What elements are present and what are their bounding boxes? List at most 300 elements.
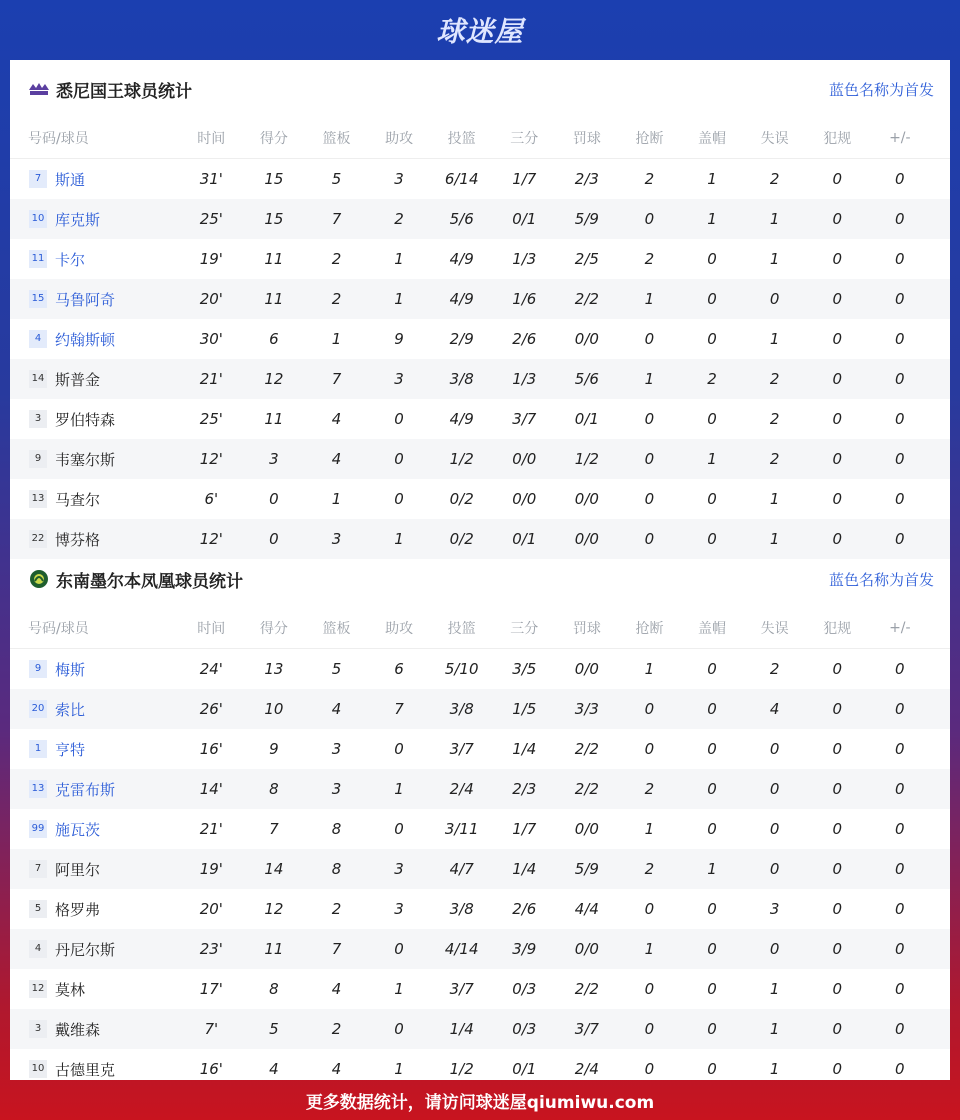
stat-plusminus: 0 <box>895 980 905 998</box>
stat-ft: 2/5 <box>574 250 599 268</box>
stat-fg: 3/8 <box>449 370 474 388</box>
stat-steals: 1 <box>644 940 655 958</box>
stat-assists: 7 <box>394 700 404 718</box>
jersey-number: 3 <box>29 1020 47 1038</box>
stat-ft: 0/0 <box>574 530 599 548</box>
stat-ft: 5/9 <box>574 210 599 228</box>
stat-blocks: 0 <box>707 780 717 798</box>
stat-plusminus: 0 <box>895 450 905 468</box>
stat-plusminus: 0 <box>895 780 905 798</box>
stat-turnovers: 2 <box>769 410 780 428</box>
stat-assists: 1 <box>394 1060 404 1078</box>
jersey-number: 4 <box>29 940 47 958</box>
col-fg: 投篮 <box>447 621 476 637</box>
stat-turnovers: 1 <box>769 250 780 268</box>
stat-steals: 1 <box>644 820 655 838</box>
player-row[interactable] <box>10 399 950 439</box>
stat-rebounds: 7 <box>331 370 342 388</box>
player-row[interactable] <box>10 689 950 729</box>
player-name[interactable]: 卡尔 <box>55 250 86 269</box>
player-cell <box>10 489 180 510</box>
stat-assists: 0 <box>394 820 404 838</box>
player-name[interactable]: 斯普金 <box>55 370 101 389</box>
phoenix-logo-icon <box>28 568 50 590</box>
stat-rebounds: 8 <box>331 860 342 878</box>
jersey-number: 9 <box>29 660 47 678</box>
stat-time: 20' <box>199 290 223 308</box>
stat-steals: 0 <box>644 900 655 918</box>
player-row[interactable] <box>10 199 950 239</box>
stat-blocks: 0 <box>707 1060 717 1078</box>
stat-time: 12' <box>199 450 223 468</box>
player-cell <box>10 739 180 760</box>
stat-points: 10 <box>264 700 284 718</box>
stat-turnovers: 2 <box>769 170 780 188</box>
stat-rebounds: 3 <box>331 530 342 548</box>
stat-plusminus: 0 <box>895 490 905 508</box>
stat-ft: 0/0 <box>574 820 599 838</box>
player-cell <box>10 1019 180 1040</box>
stat-time: 16' <box>199 1060 223 1078</box>
player-name[interactable]: 罗伯特森 <box>55 410 116 429</box>
player-row[interactable] <box>10 969 950 1009</box>
col-points: 得分 <box>259 131 288 147</box>
stat-ft: 1/2 <box>574 450 599 468</box>
stat-blocks: 0 <box>707 700 717 718</box>
player-row[interactable] <box>10 279 950 319</box>
stat-assists: 1 <box>394 780 404 798</box>
col-plusminus: +/- <box>889 130 911 146</box>
player-name[interactable]: 阿里尔 <box>55 860 101 879</box>
stat-time: 31' <box>199 170 223 188</box>
stat-points: 9 <box>269 740 279 758</box>
stat-fg: 5/6 <box>449 210 474 228</box>
stat-assists: 0 <box>394 410 404 428</box>
column-header-row <box>10 608 950 649</box>
stat-plusminus: 0 <box>895 410 905 428</box>
col-ft: 罚球 <box>572 621 601 637</box>
stat-steals: 0 <box>644 330 655 348</box>
stat-fouls: 0 <box>832 370 842 388</box>
stat-three: 2/6 <box>512 330 537 348</box>
col-rebounds: 篮板 <box>322 131 351 147</box>
stat-points: 5 <box>269 1020 279 1038</box>
jersey-number: 7 <box>29 170 47 188</box>
stat-fouls: 0 <box>832 490 842 508</box>
player-name[interactable]: 斯通 <box>55 170 86 189</box>
jersey-number: 9 <box>29 450 47 468</box>
stat-time: 20' <box>199 900 223 918</box>
stat-steals: 1 <box>644 660 655 678</box>
player-row[interactable] <box>10 1009 950 1049</box>
player-name[interactable]: 格罗弗 <box>55 900 101 919</box>
player-row[interactable] <box>10 769 950 809</box>
stat-blocks: 0 <box>707 250 717 268</box>
player-row[interactable] <box>10 889 950 929</box>
stat-plusminus: 0 <box>895 1060 905 1078</box>
stat-blocks: 0 <box>707 290 717 308</box>
jersey-number: 1 <box>29 740 47 758</box>
player-cell <box>10 369 180 390</box>
player-cell <box>10 979 180 1000</box>
brand-logo: 球迷屋 <box>436 15 524 48</box>
stat-steals: 2 <box>644 170 655 188</box>
jersey-number: 10 <box>29 210 47 228</box>
stat-assists: 0 <box>394 490 404 508</box>
col-assists: 助攻 <box>385 621 414 637</box>
stat-steals: 0 <box>644 1060 655 1078</box>
stat-blocks: 1 <box>707 210 717 228</box>
column-header-row <box>10 118 950 159</box>
stat-ft: 0/0 <box>574 660 599 678</box>
stat-fouls: 0 <box>832 740 842 758</box>
stat-fouls: 0 <box>832 1060 842 1078</box>
stat-fg: 4/7 <box>449 860 474 878</box>
stat-three: 0/3 <box>512 980 537 998</box>
stat-assists: 0 <box>394 1020 404 1038</box>
col-player: 号码/球员 <box>28 621 89 637</box>
stat-blocks: 0 <box>707 1020 717 1038</box>
stat-fouls: 0 <box>832 290 842 308</box>
stat-fg: 0/2 <box>449 530 474 548</box>
stat-steals: 0 <box>644 740 655 758</box>
player-cell <box>10 859 180 880</box>
stat-ft: 2/2 <box>574 780 599 798</box>
stat-fg: 4/9 <box>449 250 474 268</box>
stat-three: 1/4 <box>512 740 537 758</box>
stat-turnovers: 1 <box>769 530 780 548</box>
stat-plusminus: 0 <box>895 820 905 838</box>
col-player: 号码/球员 <box>28 131 89 147</box>
stat-ft: 2/2 <box>574 980 599 998</box>
player-cell <box>10 939 180 960</box>
stat-points: 4 <box>269 1060 279 1078</box>
stat-points: 11 <box>264 410 284 428</box>
stat-fg: 3/8 <box>449 900 474 918</box>
stat-three: 3/9 <box>512 940 537 958</box>
kings-logo-icon <box>28 78 50 100</box>
player-cell <box>10 449 180 470</box>
stat-steals: 2 <box>644 860 655 878</box>
col-rebounds: 篮板 <box>322 621 351 637</box>
player-row[interactable] <box>10 319 950 359</box>
stat-points: 3 <box>269 450 279 468</box>
player-name[interactable]: 戴维森 <box>55 1020 101 1039</box>
player-cell <box>10 169 180 190</box>
jersey-number: 7 <box>29 860 47 878</box>
stat-fg: 1/2 <box>449 1060 474 1078</box>
stat-fouls: 0 <box>832 210 842 228</box>
stat-steals: 0 <box>644 210 655 228</box>
stat-time: 26' <box>199 700 223 718</box>
col-turnovers: 失误 <box>760 131 789 147</box>
stat-fouls: 0 <box>832 250 842 268</box>
stat-three: 3/7 <box>512 410 537 428</box>
stat-three: 1/7 <box>512 820 537 838</box>
stat-turnovers: 0 <box>769 290 780 308</box>
player-row[interactable] <box>10 359 950 399</box>
player-cell <box>10 899 180 920</box>
stat-turnovers: 4 <box>769 700 780 718</box>
stat-points: 7 <box>269 820 279 838</box>
stat-rebounds: 3 <box>331 780 342 798</box>
stat-three: 1/6 <box>512 290 537 308</box>
stat-assists: 6 <box>394 660 404 678</box>
stat-turnovers: 0 <box>769 740 780 758</box>
stat-rebounds: 3 <box>331 740 342 758</box>
stat-fg: 5/10 <box>444 660 479 678</box>
stat-assists: 1 <box>394 250 404 268</box>
stat-fg: 3/7 <box>449 980 474 998</box>
player-name[interactable]: 施瓦茨 <box>55 820 101 839</box>
stat-turnovers: 0 <box>769 780 780 798</box>
stat-ft: 3/3 <box>574 700 599 718</box>
stat-fouls: 0 <box>832 700 842 718</box>
col-three: 三分 <box>510 131 539 147</box>
stat-plusminus: 0 <box>895 290 905 308</box>
col-time: 时间 <box>197 131 226 147</box>
player-name[interactable]: 克雷布斯 <box>55 780 116 799</box>
stat-three: 0/1 <box>512 530 537 548</box>
stat-points: 13 <box>264 660 284 678</box>
jersey-number: 10 <box>29 1060 47 1078</box>
stat-rebounds: 1 <box>331 330 342 348</box>
player-name[interactable]: 马查尔 <box>55 490 101 509</box>
stat-three: 0/0 <box>512 450 537 468</box>
player-cell <box>10 699 180 720</box>
stat-blocks: 1 <box>707 860 717 878</box>
stat-points: 12 <box>264 900 284 918</box>
jersey-number: 5 <box>29 900 47 918</box>
stat-ft: 4/4 <box>574 900 599 918</box>
stat-time: 14' <box>199 780 223 798</box>
player-row[interactable] <box>10 929 950 969</box>
jersey-number: 3 <box>29 410 47 428</box>
stat-rebounds: 4 <box>331 1060 342 1078</box>
stat-steals: 2 <box>644 780 655 798</box>
stat-fouls: 0 <box>832 940 842 958</box>
player-name[interactable]: 梅斯 <box>55 660 86 679</box>
player-row[interactable] <box>10 439 950 479</box>
stat-turnovers: 2 <box>769 370 780 388</box>
player-name[interactable]: 古德里克 <box>55 1060 116 1079</box>
col-ft: 罚球 <box>572 131 601 147</box>
stat-blocks: 0 <box>707 980 717 998</box>
stat-assists: 3 <box>394 900 404 918</box>
player-row[interactable] <box>10 239 950 279</box>
stat-plusminus: 0 <box>895 210 905 228</box>
stat-assists: 9 <box>394 330 404 348</box>
stat-fouls: 0 <box>832 900 842 918</box>
stat-rebounds: 7 <box>331 210 342 228</box>
stat-fouls: 0 <box>832 780 842 798</box>
stat-rebounds: 4 <box>331 450 342 468</box>
stat-blocks: 1 <box>707 170 717 188</box>
stat-points: 6 <box>269 330 279 348</box>
stat-time: 25' <box>199 410 223 428</box>
stat-ft: 0/1 <box>574 410 599 428</box>
stat-turnovers: 2 <box>769 660 780 678</box>
player-cell <box>10 409 180 430</box>
player-row[interactable] <box>10 649 950 689</box>
stat-turnovers: 0 <box>769 820 780 838</box>
stat-points: 14 <box>264 860 284 878</box>
stat-time: 6' <box>204 490 219 508</box>
stat-fouls: 0 <box>832 410 842 428</box>
stat-time: 12' <box>199 530 223 548</box>
stat-rebounds: 4 <box>331 980 342 998</box>
team-section-kings <box>10 60 950 559</box>
stat-three: 0/1 <box>512 1060 537 1078</box>
stat-blocks: 0 <box>707 940 717 958</box>
stat-assists: 1 <box>394 980 404 998</box>
stat-points: 11 <box>264 940 284 958</box>
stat-time: 24' <box>199 660 223 678</box>
stat-blocks: 1 <box>707 450 717 468</box>
stat-plusminus: 0 <box>895 530 905 548</box>
stat-rebounds: 2 <box>331 250 342 268</box>
col-assists: 助攻 <box>385 131 414 147</box>
stat-fouls: 0 <box>832 860 842 878</box>
stat-steals: 0 <box>644 700 655 718</box>
stat-assists: 2 <box>394 210 404 228</box>
stat-points: 12 <box>264 370 284 388</box>
stat-fg: 3/7 <box>449 740 474 758</box>
stat-blocks: 2 <box>707 370 717 388</box>
stat-plusminus: 0 <box>895 860 905 878</box>
stat-rebounds: 8 <box>331 820 342 838</box>
col-steals: 抢断 <box>635 621 664 637</box>
stat-steals: 0 <box>644 530 655 548</box>
stat-three: 1/7 <box>512 170 537 188</box>
footer-link[interactable]: 更多数据统计，请访问球迷屋qiumiwu.com <box>305 1092 655 1113</box>
col-blocks: 盖帽 <box>698 621 727 637</box>
stat-fg: 4/9 <box>449 410 474 428</box>
stats-panel <box>10 60 950 1080</box>
stat-rebounds: 2 <box>331 1020 342 1038</box>
stat-rebounds: 5 <box>331 660 342 678</box>
stat-fouls: 0 <box>832 660 842 678</box>
player-name[interactable]: 索比 <box>55 700 86 719</box>
stat-turnovers: 0 <box>769 940 780 958</box>
stat-fg: 3/8 <box>449 700 474 718</box>
stat-plusminus: 0 <box>895 250 905 268</box>
col-time: 时间 <box>197 621 226 637</box>
player-cell <box>10 659 180 680</box>
stat-time: 21' <box>199 370 223 388</box>
stat-assists: 0 <box>394 450 404 468</box>
stat-time: 30' <box>199 330 223 348</box>
stat-fouls: 0 <box>832 450 842 468</box>
stat-ft: 0/0 <box>574 330 599 348</box>
stat-time: 17' <box>199 980 223 998</box>
stat-three: 0/1 <box>512 210 537 228</box>
stat-three: 0/3 <box>512 1020 537 1038</box>
stat-plusminus: 0 <box>895 1020 905 1038</box>
team-title: 悉尼国王球员统计 <box>56 81 192 102</box>
player-row[interactable] <box>10 809 950 849</box>
player-name[interactable]: 库克斯 <box>55 210 101 229</box>
stat-fg: 1/2 <box>449 450 474 468</box>
stat-assists: 0 <box>394 940 404 958</box>
player-name[interactable]: 约翰斯顿 <box>55 330 116 349</box>
stat-blocks: 0 <box>707 820 717 838</box>
stat-three: 1/5 <box>512 700 537 718</box>
jersey-number: 12 <box>29 980 47 998</box>
stat-turnovers: 1 <box>769 980 780 998</box>
jersey-number: 20 <box>29 700 47 718</box>
stat-three: 0/0 <box>512 490 537 508</box>
stat-ft: 2/3 <box>574 170 599 188</box>
jersey-number: 14 <box>29 370 47 388</box>
player-row[interactable] <box>10 159 950 199</box>
stat-steals: 1 <box>644 370 655 388</box>
player-cell <box>10 329 180 350</box>
player-name[interactable]: 亨特 <box>55 740 86 759</box>
stat-fg: 6/14 <box>444 170 479 188</box>
stat-fouls: 0 <box>832 820 842 838</box>
player-cell <box>10 529 180 550</box>
stat-fg: 0/2 <box>449 490 474 508</box>
stat-ft: 2/4 <box>574 1060 599 1078</box>
col-fg: 投篮 <box>447 131 476 147</box>
jersey-number: 15 <box>29 290 47 308</box>
player-name[interactable]: 博芬格 <box>55 530 101 549</box>
stat-assists: 3 <box>394 170 404 188</box>
stat-turnovers: 3 <box>769 900 780 918</box>
player-row[interactable] <box>10 729 950 769</box>
stat-time: 25' <box>199 210 223 228</box>
player-cell <box>10 209 180 230</box>
stat-blocks: 0 <box>707 740 717 758</box>
stat-three: 1/3 <box>512 370 537 388</box>
stat-assists: 3 <box>394 370 404 388</box>
stat-blocks: 0 <box>707 410 717 428</box>
stat-time: 19' <box>199 860 223 878</box>
stat-blocks: 0 <box>707 330 717 348</box>
stat-turnovers: 1 <box>769 330 780 348</box>
player-name[interactable]: 丹尼尔斯 <box>55 940 116 959</box>
stat-steals: 0 <box>644 410 655 428</box>
stat-time: 16' <box>199 740 223 758</box>
stat-plusminus: 0 <box>895 700 905 718</box>
col-fouls: 犯规 <box>823 131 852 147</box>
player-name[interactable]: 马鲁阿奇 <box>55 290 116 309</box>
player-name[interactable]: 韦塞尔斯 <box>55 450 116 469</box>
stat-steals: 0 <box>644 980 655 998</box>
col-blocks: 盖帽 <box>698 131 727 147</box>
stat-turnovers: 0 <box>769 860 780 878</box>
stat-plusminus: 0 <box>895 940 905 958</box>
stat-three: 2/3 <box>512 780 537 798</box>
starter-note: 蓝色名称为首发 <box>828 570 934 589</box>
stat-ft: 0/0 <box>574 940 599 958</box>
stat-points: 0 <box>269 490 279 508</box>
stat-assists: 0 <box>394 740 404 758</box>
player-row[interactable] <box>10 479 950 519</box>
player-row[interactable] <box>10 849 950 889</box>
stat-fg: 2/9 <box>449 330 474 348</box>
stat-rebounds: 7 <box>331 940 342 958</box>
player-name[interactable]: 莫林 <box>55 980 86 999</box>
stat-assists: 1 <box>394 530 404 548</box>
stat-three: 1/3 <box>512 250 537 268</box>
stat-ft: 0/0 <box>574 490 599 508</box>
col-points: 得分 <box>259 621 288 637</box>
stat-points: 11 <box>264 250 284 268</box>
stat-rebounds: 1 <box>331 490 342 508</box>
stat-rebounds: 2 <box>331 900 342 918</box>
